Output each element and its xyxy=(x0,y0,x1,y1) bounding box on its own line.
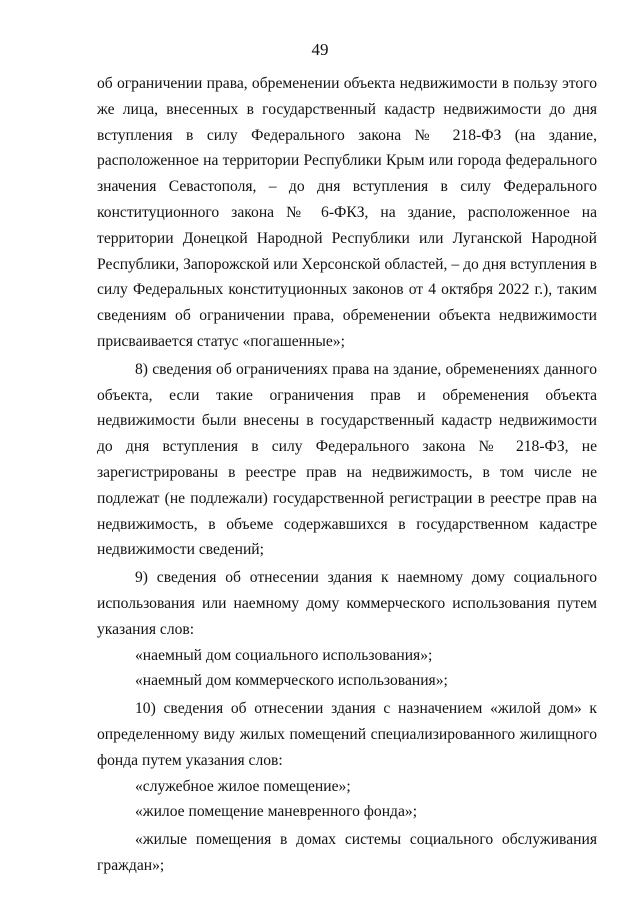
document-body xyxy=(97,71,597,879)
item-10-option-service: «служебное жилое помещение»; xyxy=(135,777,351,795)
paragraph-continuation: об ограничении права, обременении объекта недвижимости в пользу этого же лица, внесенных в государственный кадастр недвижимости до дня вступления в силу Федерального закона № 218-ФЗ (на здание, расположенное на территории Республики Крым или города федерального значения Севастополя, – до дня вступления в силу Федерального конституционного закона № 6-ФКЗ, на здание, расположенное на территории Донецкой Народной Республики или Луганской Народной Республики, Запорожской или Херсонской областей, – до дня вступления в силу Федеральных конституционных законов от 4 октября 2022 г.), таким сведениям об ограничении права, обременении объекта недвижимости присваивается статус «погашенные»; xyxy=(97,75,597,350)
item-9-option-commercial: «наемный дом коммерческого использования»; xyxy=(135,672,448,690)
item-10-option-social-service: «жилые помещения в домах системы социального обслуживания граждан»; xyxy=(97,831,597,874)
paragraph-item-10: 10) сведения об отнесении здания с назначением «жилой дом» к определенному виду жилых помещений специализированного жилищного фонда путем указания слов: xyxy=(97,700,597,769)
page-number: 49 xyxy=(311,40,329,59)
item-9-option-social: «наемный дом социального использования»; xyxy=(135,646,433,664)
item-10-option-maneuver: «жилое помещение маневренного фонда»; xyxy=(135,803,418,821)
paragraph-item-9: 9) сведения об отнесении здания к наемному дому социального использования или наемному дому коммерческого использования путем указания слов: xyxy=(97,569,597,638)
paragraph-item-8: 8) сведения об ограничениях права на здание, обременениях данного объекта, если такие ограничения прав и обременения объекта недвижимости были внесены в государственный кадастр недвижимости до дня вступления в силу Федерального закона № 218-ФЗ, не зарегистрированы в реестре прав на недвижимость, в том числе не подлежат (не подлежали) государственной регистрации в реестре прав на недвижимость, в объеме содержавшихся в государственном кадастре недвижимости сведений; xyxy=(97,360,597,559)
